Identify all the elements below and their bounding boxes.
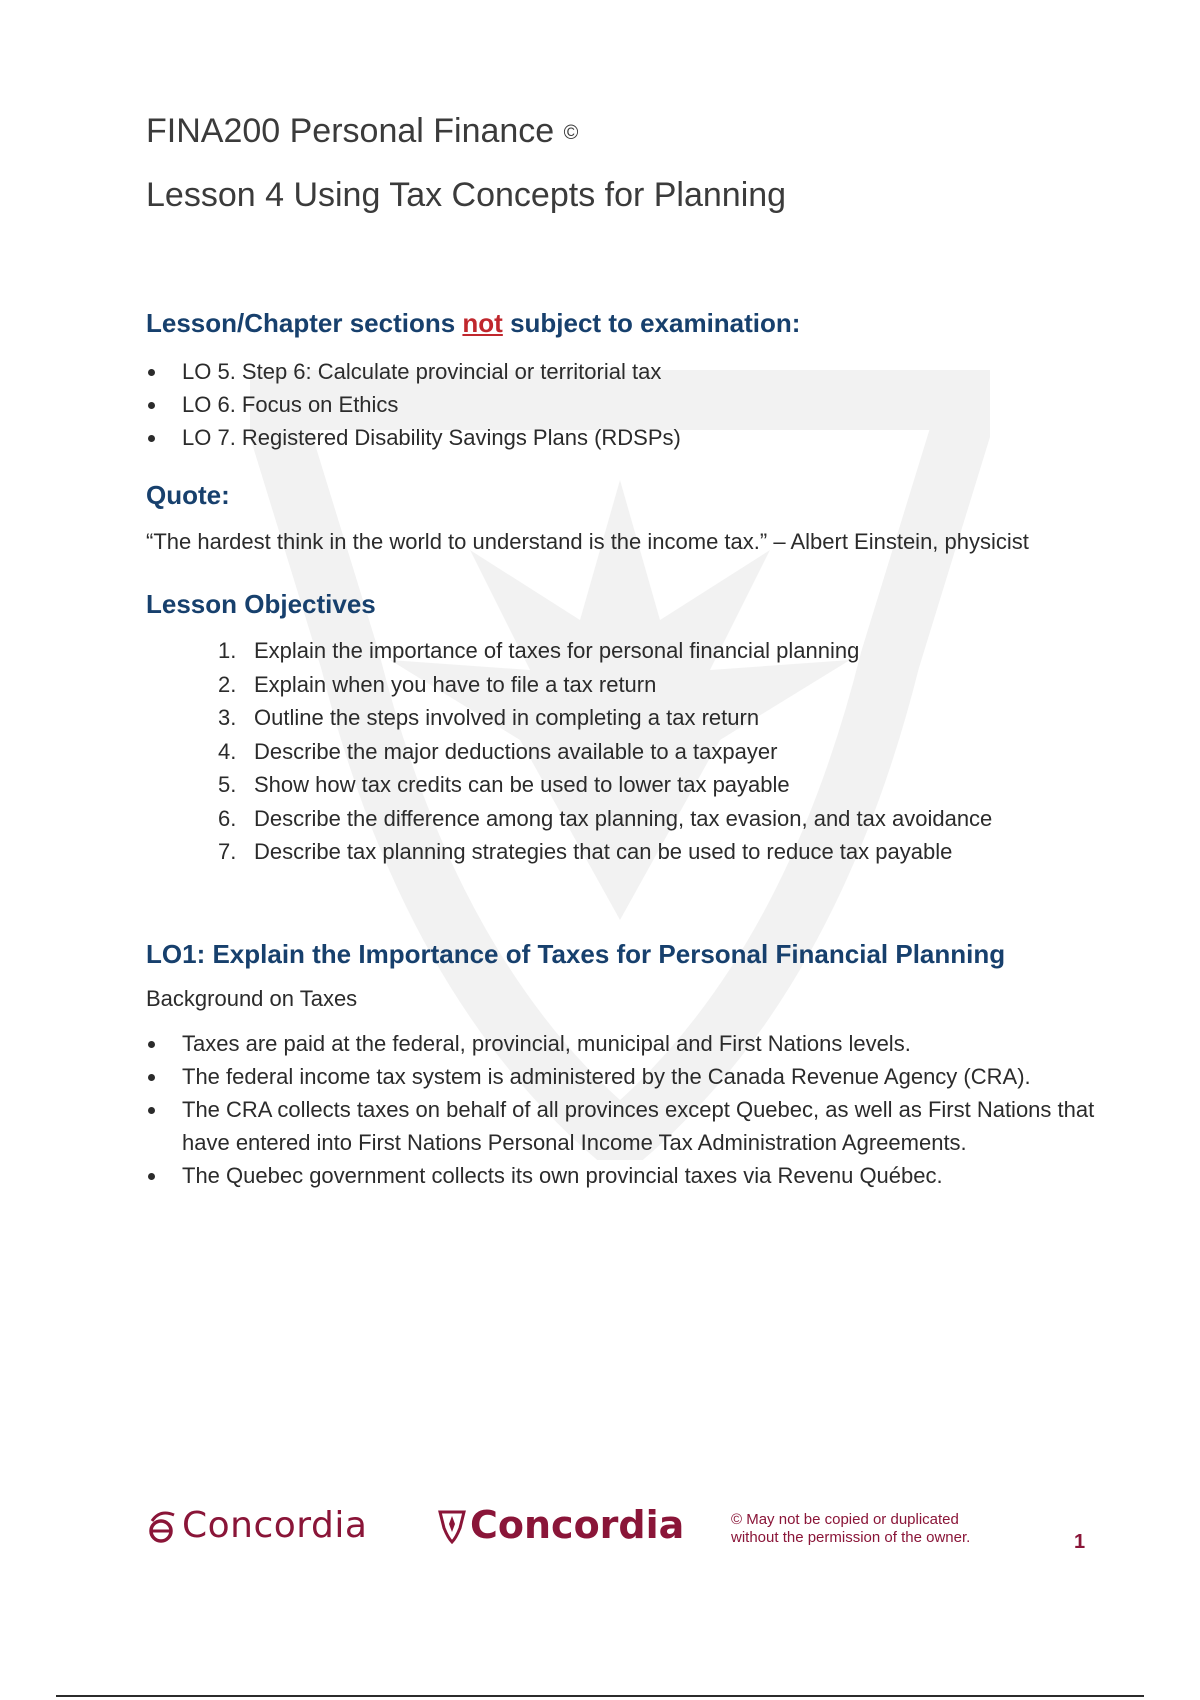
list-item: The CRA collects taxes on behalf of all provinces except Quebec, as well as First Nations that have entered into First Nations Personal Income Tax Administration Agreements. — [146, 1093, 1106, 1159]
excluded-sections-heading: Lesson/Chapter sections not subject to examination: — [146, 308, 801, 338]
list-item: LO 6. Focus on Ethics — [146, 388, 1106, 421]
list-item: Taxes are paid at the federal, provincial, municipal and First Nations levels. — [146, 1027, 1106, 1060]
list-item: The Quebec government collects its own provincial taxes via Revenu Québec. — [146, 1159, 1106, 1192]
quote-text: “The hardest think in the world to understand is the income tax.” – Albert Einstein, physicist — [146, 529, 1029, 554]
course-title: FINA200 Personal Finance © — [146, 112, 579, 150]
list-item: 5. Show how tax credits can be used to lower tax payable — [218, 772, 790, 797]
list-item: LO 7. Registered Disability Savings Plans (RDSPs) — [146, 421, 1106, 454]
quote-heading: Quote: — [146, 480, 230, 510]
list-item: The federal income tax system is administered by the Canada Revenue Agency (CRA). — [146, 1060, 1106, 1093]
bottom-divider — [56, 1695, 1144, 1697]
list-item: 3. Outline the steps involved in completing a tax return — [218, 705, 760, 730]
concordia-e-icon — [146, 1507, 180, 1545]
page-number: 1 — [1074, 1531, 1086, 1553]
document-content — [146, 110, 1106, 1192]
list-item: 1. Explain the importance of taxes for personal financial planning — [218, 638, 860, 663]
list-item: 6. Describe the difference among tax planning, tax evasion, and tax avoidance — [218, 805, 993, 831]
concordia-logo-left: Concordia — [146, 1505, 367, 1546]
concordia-logo-right: Concordia — [438, 1503, 684, 1547]
footer — [146, 1505, 1106, 1565]
list-item: 4. Describe the major deductions available to a taxpayer — [218, 738, 778, 764]
lo1-subheading: Background on Taxes — [146, 985, 358, 1011]
copyright-symbol: © — [563, 122, 579, 144]
not-emphasis: not — [462, 308, 503, 338]
excluded-sections-list — [146, 355, 1106, 454]
objectives-heading: Lesson Objectives — [146, 589, 376, 619]
concordia-shield-icon — [438, 1506, 466, 1544]
lo1-list — [146, 1027, 1106, 1192]
list-item: 2. Explain when you have to file a tax return — [218, 671, 657, 697]
objectives-list — [218, 634, 1106, 869]
lesson-title: Lesson 4 Using Tax Concepts for Planning — [146, 176, 787, 214]
list-item: 7. Describe tax planning strategies that can be used to reduce tax payable — [218, 839, 953, 864]
lo1-heading: LO1: Explain the Importance of Taxes for Personal Financial Planning — [146, 938, 1006, 969]
copyright-notice: © May not be copied or duplicated without the permission of the owner. — [731, 1511, 971, 1546]
list-item: LO 5. Step 6: Calculate provincial or territorial tax — [146, 355, 1106, 388]
